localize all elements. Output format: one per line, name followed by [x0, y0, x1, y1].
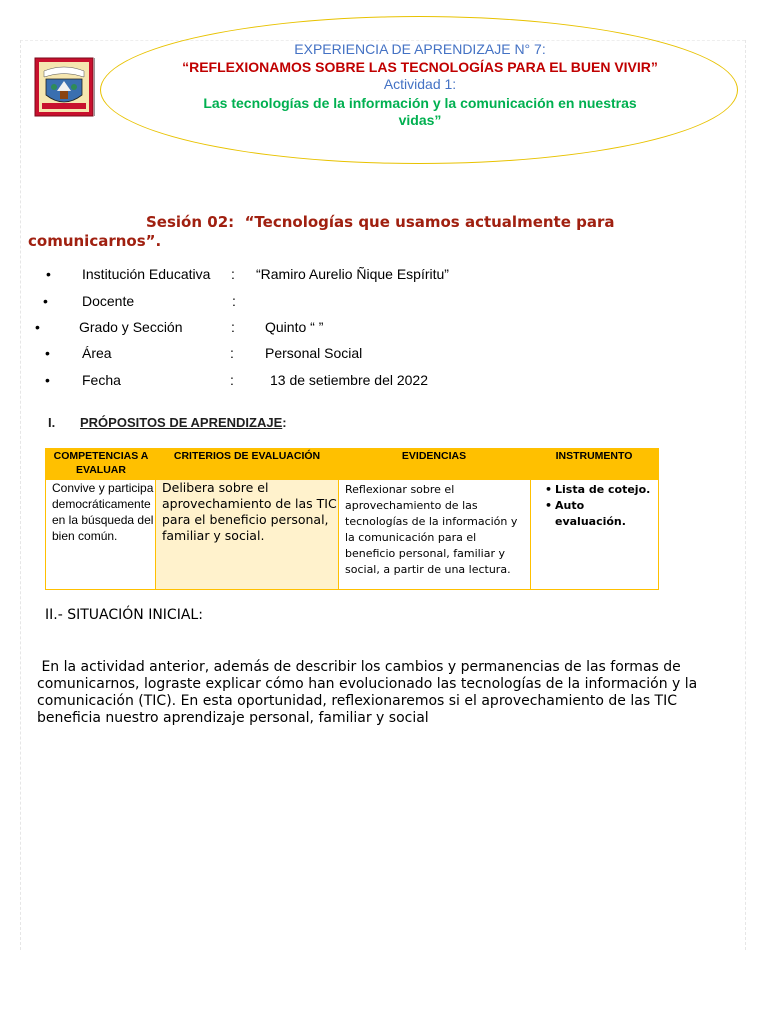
school-crest-icon [34, 57, 94, 117]
session-name: “Tecnologías que usamos actualmente para comunicarnos”. [28, 213, 615, 250]
experience-number: EXPERIENCIA DE APRENDIZAJE N° 7: [294, 41, 546, 57]
session-title [28, 213, 668, 251]
page-edge-left [20, 40, 21, 950]
bullet-icon: • [45, 372, 50, 388]
bullet-icon: • [45, 345, 50, 361]
bullet-icon: • [43, 293, 48, 309]
info-row-grado: • Grado y Sección : Quinto “ ” [35, 319, 324, 335]
header-evidencias: EVIDENCIAS [401, 450, 467, 462]
cell-evidencia: Reflexionar sobre el aprovechamiento de las tecnologías de la información y la comunicación para el beneficio personal, familiar y social, a partir de una lectura. [345, 483, 518, 576]
info-row-institucion: • Institución Educativa : “Ramiro Aurelio Ñique Espíritu” [46, 266, 449, 282]
info-row-fecha: • Fecha : 13 de setiembre del 2022 [45, 372, 428, 388]
info-row-area: • Área : Personal Social [45, 345, 363, 361]
column-divider [155, 478, 156, 590]
bullet-icon: • [46, 266, 51, 282]
section-purposes-title: PRÓPOSITOS DE APRENDIZAJE [80, 415, 283, 430]
session-label: Sesión 02: [146, 213, 235, 231]
header-criterios: CRITERIOS DE EVALUACIÓN [173, 450, 321, 462]
logo-divider [94, 58, 95, 116]
column-divider [338, 478, 339, 590]
instrument-item: • Auto evaluación. [545, 498, 655, 530]
cell-criterio: Delibera sobre el aprovechamiento de las TIC para el beneficio personal, familiar y social. [162, 480, 337, 543]
header-competencias: COMPETENCIAS A EVALUAR [53, 450, 149, 476]
bullet-icon: • [35, 319, 40, 335]
cell-instrumento [545, 482, 655, 530]
instrument-item: • Lista de cotejo. [545, 482, 655, 498]
column-divider [530, 478, 531, 590]
header-instrumento: INSTRUMENTO [555, 450, 633, 462]
cell-competencia: Convive y participa democráticamente en la búsqueda del bien común. [52, 481, 154, 543]
experience-title: “REFLEXIONAMOS SOBRE LAS TECNOLOGÍAS PARA EL BUEN VIVIR” [182, 59, 658, 75]
page-edge-right [745, 40, 746, 950]
activity-number: Actividad 1: [383, 76, 457, 92]
activity-title: Las tecnologías de la información y la comunicación en nuestras vidas” [203, 95, 637, 128]
section-initial-heading: II.- SITUACIÓN INICIAL: [45, 607, 203, 623]
info-row-docente: • Docente : [43, 293, 236, 309]
initial-situation-paragraph: En la actividad anterior, además de describir los cambios y permanencias de las formas de comunicarnos, lograste explicar cómo han evolucionado las tecnologías de la información y la comunicación (TIC). En esta oportunidad, reflexionaremos si el aprovechamiento de las TIC beneficia nuestro aprendizaje personal, familiar y social [37, 659, 698, 726]
